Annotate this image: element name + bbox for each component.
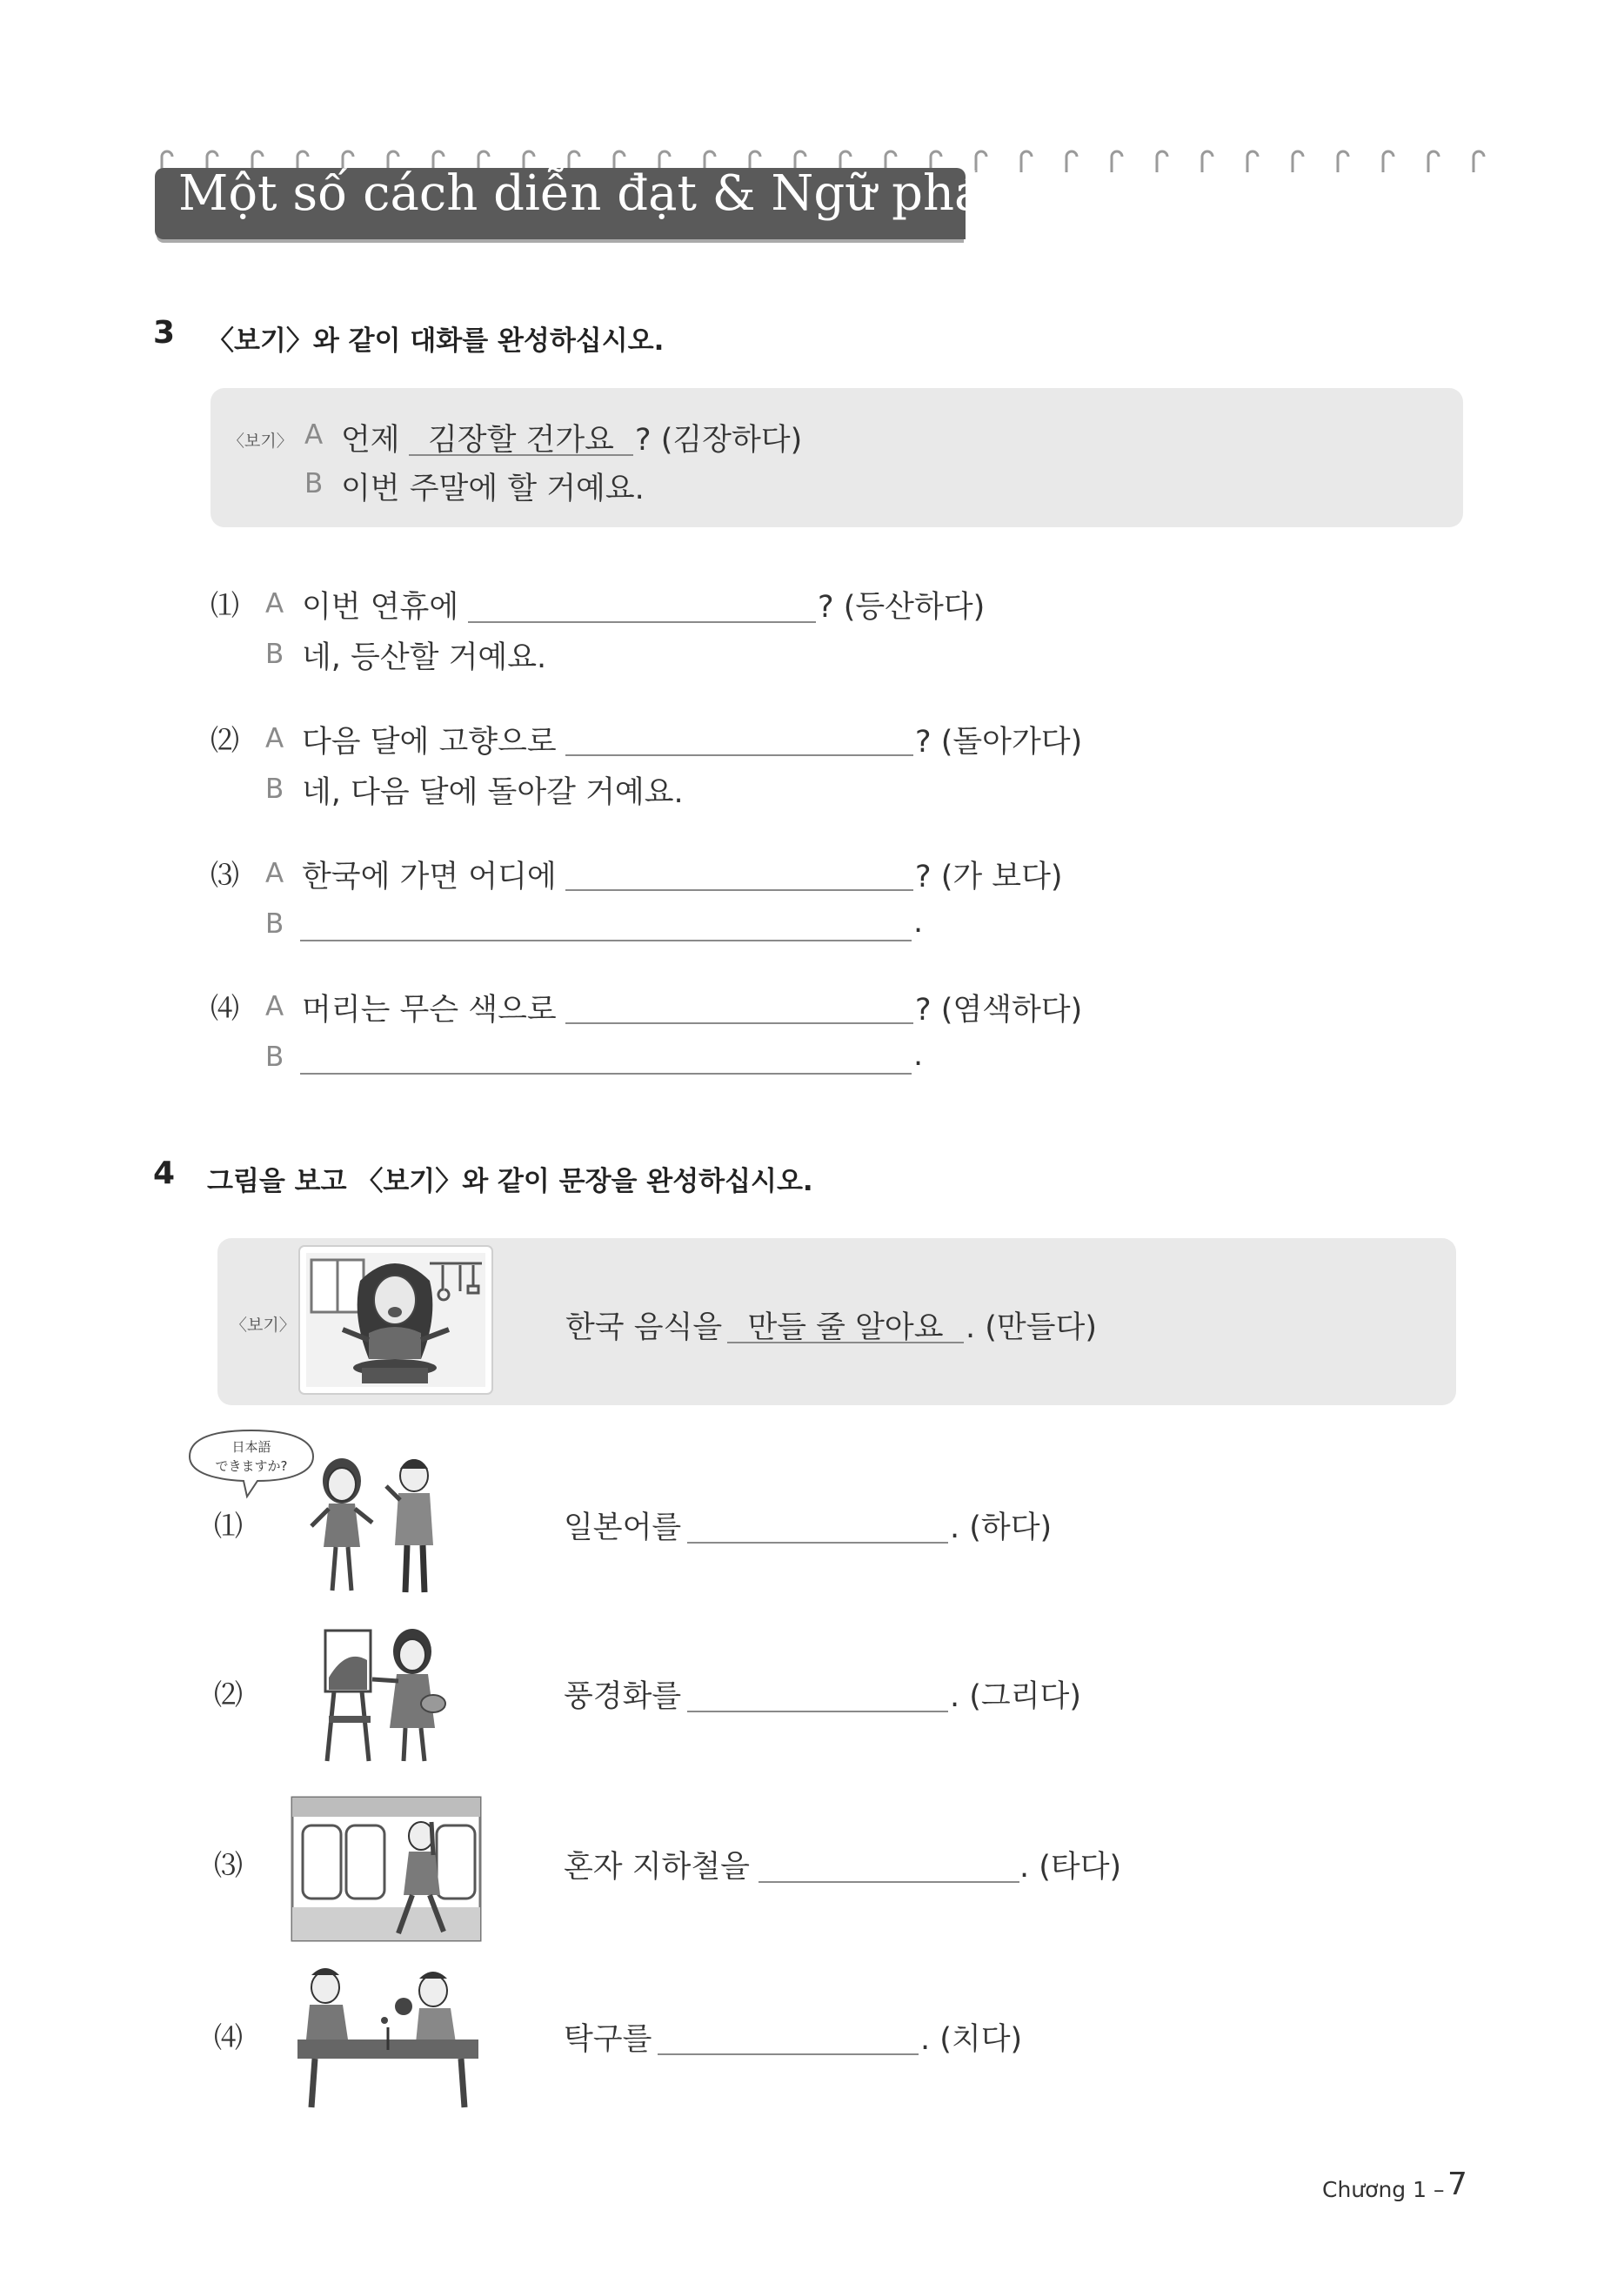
- speaker-a-label: A: [304, 419, 324, 451]
- item-number: ⑴: [214, 1509, 243, 1543]
- answer-blank[interactable]: [565, 889, 913, 891]
- period: .: [913, 1038, 924, 1073]
- verb-hint: ? (등산하다): [818, 590, 986, 625]
- speaker-a-label: A: [265, 858, 284, 889]
- answer-text: 네, 다음 달에 돌아갈 거예요.: [302, 775, 684, 810]
- period: .: [913, 905, 924, 940]
- question-text: 이번 연휴에: [302, 590, 459, 625]
- answer-blank[interactable]: [468, 621, 816, 623]
- sentence-text: 풍경화를: [564, 1679, 682, 1714]
- subway-rider-illustration: [291, 1796, 482, 1942]
- answer-blank[interactable]: [300, 1073, 912, 1075]
- example-b-text: 이번 주말에 할 거예요.: [341, 472, 645, 506]
- two-people-talking-illustration: [303, 1451, 451, 1599]
- section-4-number: 4: [153, 1155, 176, 1191]
- speech-line-2: できますか?: [215, 1458, 288, 1474]
- speaker-b-label: B: [265, 774, 284, 805]
- answer-blank[interactable]: [565, 1022, 913, 1024]
- table-tennis-illustration: [294, 1965, 482, 2113]
- speaker-a-label: A: [265, 588, 284, 620]
- speaker-a-label: A: [265, 723, 284, 754]
- page-title: Một số cách diễn đạt & Ngữ pháp: [178, 165, 1015, 222]
- speech-bubble-text: [186, 1437, 317, 1476]
- example-answer: 김장할 건가요: [428, 423, 614, 458]
- sentence-text: 혼자 지하철을: [564, 1850, 750, 1885]
- example-hint: . (만들다): [966, 1310, 1097, 1345]
- answer-blank[interactable]: [658, 2053, 919, 2055]
- section-4-instruction: 그림을 보고 〈보기〉와 같이 문장을 완성하십시오.: [207, 1166, 813, 1197]
- speaker-b-label: B: [265, 908, 284, 940]
- example-hint: ? (김장하다): [635, 423, 803, 458]
- example-text: 한국 음식을: [565, 1310, 723, 1345]
- question-text: 머리는 무슨 색으로: [302, 993, 557, 1028]
- verb-hint: ? (가 보다): [915, 860, 1063, 894]
- example-tag: 〈보기〉: [228, 432, 293, 451]
- section-3-instruction: 〈보기〉와 같이 대화를 완성하십시오.: [207, 325, 665, 357]
- sentence-text: 일본어를: [564, 1510, 682, 1545]
- question-text: 한국에 가면 어디에: [302, 860, 557, 894]
- question-text: 다음 달에 고향으로: [302, 725, 557, 760]
- answer-blank[interactable]: [687, 1711, 948, 1712]
- footer-chapter: Chương 1 –: [1322, 2177, 1445, 2202]
- verb-hint: ? (돌아가다): [915, 725, 1083, 760]
- answer-blank[interactable]: [759, 1881, 1019, 1883]
- item-number: ⑷: [211, 991, 239, 1025]
- page-number: 7: [1447, 2167, 1467, 2202]
- item-number: ⑶: [214, 1848, 243, 1882]
- speaker-b-label: B: [265, 639, 284, 670]
- answer-blank[interactable]: [687, 1542, 948, 1544]
- item-number: ⑴: [211, 588, 239, 622]
- sentence-text: 탁구를: [564, 2022, 652, 2057]
- verb-hint: . (그리다): [950, 1679, 1081, 1714]
- speaker-a-label: A: [265, 991, 284, 1022]
- item-number: ⑵: [214, 1678, 243, 1711]
- cooking-woman-illustration: [299, 1246, 492, 1394]
- answer-text: 네, 등산할 거예요.: [302, 640, 547, 675]
- verb-hint: . (하다): [950, 1510, 1053, 1545]
- speaker-b-label: B: [265, 1042, 284, 1073]
- example-answer: 만들 줄 알아요: [747, 1310, 944, 1345]
- woman-painting-illustration: [317, 1625, 456, 1765]
- example-tag: 〈보기〉: [231, 1316, 296, 1335]
- verb-hint: ? (염색하다): [915, 993, 1083, 1028]
- example-answer-underline: [409, 454, 633, 456]
- answer-blank[interactable]: [300, 940, 912, 941]
- section-3-number: 3: [153, 315, 176, 351]
- item-number: ⑶: [211, 858, 239, 892]
- item-number: ⑷: [214, 2020, 243, 2054]
- answer-blank[interactable]: [565, 754, 913, 756]
- example-a-text: 언제: [341, 423, 400, 458]
- verb-hint: . (타다): [1019, 1850, 1122, 1885]
- example-answer-underline: [727, 1342, 964, 1343]
- item-number: ⑵: [211, 723, 239, 757]
- speaker-b-label: B: [304, 468, 324, 499]
- verb-hint: . (치다): [920, 2022, 1023, 2057]
- speech-line-1: 日本語: [231, 1439, 271, 1455]
